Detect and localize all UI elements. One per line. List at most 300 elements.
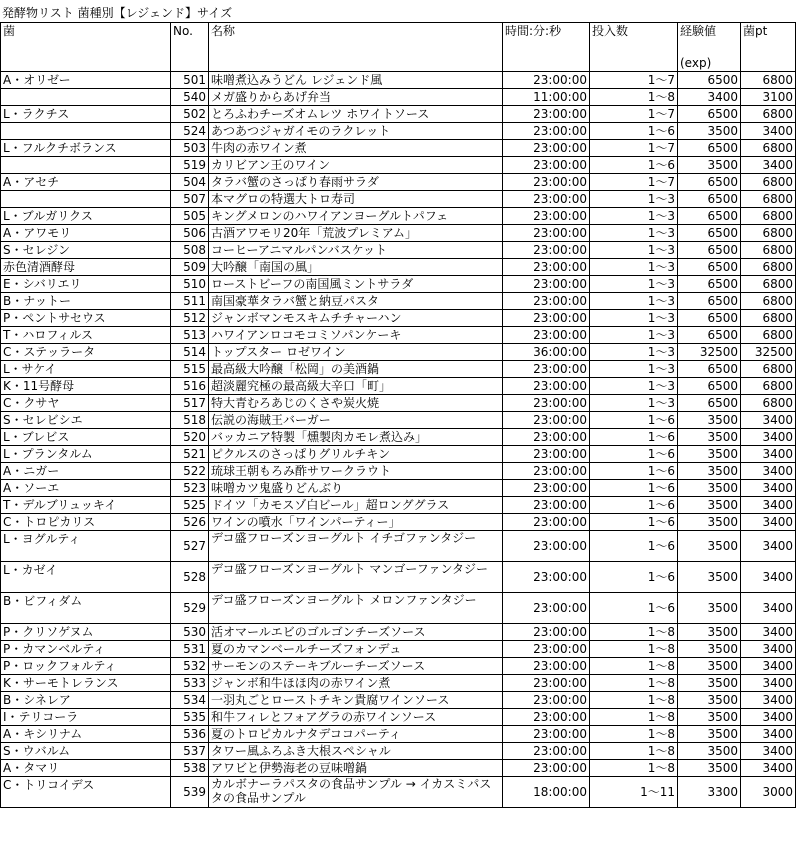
table-row (1, 658, 796, 675)
cell-kin: L・ヨグルティ (1, 531, 171, 562)
cell-qty: 1〜6 (590, 593, 678, 624)
cell-time: 23:00:00 (503, 562, 590, 593)
cell-pt: 32500 (741, 344, 796, 361)
cell-kin: C・ステッラータ (1, 344, 171, 361)
table-row (1, 531, 796, 562)
cell-no: 501 (171, 72, 209, 89)
cell-exp: 3500 (678, 497, 741, 514)
cell-time: 23:00:00 (503, 225, 590, 242)
cell-qty: 1〜8 (590, 641, 678, 658)
cell-pt: 3400 (741, 514, 796, 531)
cell-no: 536 (171, 726, 209, 743)
cell-no: 529 (171, 593, 209, 624)
cell-name: 味噌カツ鬼盛りどんぶり (209, 480, 503, 497)
table-row (1, 726, 796, 743)
cell-pt: 3400 (741, 463, 796, 480)
header-no: No. (171, 23, 209, 72)
cell-pt: 6800 (741, 293, 796, 310)
cell-no: 524 (171, 123, 209, 140)
cell-pt: 6800 (741, 225, 796, 242)
table-row (1, 593, 796, 624)
cell-name: タワー風ふろふき大根スペシャル (209, 743, 503, 760)
cell-time: 23:00:00 (503, 395, 590, 412)
cell-qty: 1〜3 (590, 344, 678, 361)
cell-no: 521 (171, 446, 209, 463)
table-row (1, 225, 796, 242)
cell-no: 535 (171, 709, 209, 726)
cell-name: サーモンのステーキブルーチーズソース (209, 658, 503, 675)
cell-no: 523 (171, 480, 209, 497)
cell-pt: 3000 (741, 777, 796, 808)
cell-pt: 6800 (741, 361, 796, 378)
table-row (1, 174, 796, 191)
cell-time: 23:00:00 (503, 463, 590, 480)
cell-name: トップスター ロゼワイン (209, 344, 503, 361)
table-row (1, 242, 796, 259)
cell-name: 超淡麗究極の最高級大辛口「町」 (209, 378, 503, 395)
table-row (1, 293, 796, 310)
cell-qty: 1〜3 (590, 242, 678, 259)
cell-no: 525 (171, 497, 209, 514)
cell-no: 530 (171, 624, 209, 641)
cell-pt: 3400 (741, 760, 796, 777)
table-row (1, 692, 796, 709)
cell-name: ピクルスのさっぱりグリルチキン (209, 446, 503, 463)
cell-qty: 1〜8 (590, 658, 678, 675)
cell-name: 一羽丸ごとローストチキン貴腐ワインソース (209, 692, 503, 709)
cell-qty: 1〜8 (590, 89, 678, 106)
header-qty: 投入数 (590, 23, 678, 72)
cell-pt: 6800 (741, 310, 796, 327)
cell-qty: 1〜6 (590, 157, 678, 174)
cell-exp: 3500 (678, 412, 741, 429)
cell-kin (1, 157, 171, 174)
cell-exp: 6500 (678, 293, 741, 310)
cell-qty: 1〜6 (590, 446, 678, 463)
cell-exp: 6500 (678, 395, 741, 412)
cell-pt: 3400 (741, 709, 796, 726)
cell-pt: 3400 (741, 429, 796, 446)
header-row (1, 23, 796, 72)
cell-time: 23:00:00 (503, 72, 590, 89)
cell-qty: 1〜6 (590, 463, 678, 480)
cell-no: 539 (171, 777, 209, 808)
cell-name: 活オマールエビのゴルゴンチーズソース (209, 624, 503, 641)
cell-exp: 3500 (678, 429, 741, 446)
table-row (1, 514, 796, 531)
cell-pt: 3400 (741, 497, 796, 514)
cell-no: 514 (171, 344, 209, 361)
cell-time: 23:00:00 (503, 293, 590, 310)
cell-kin: A・タマリ (1, 760, 171, 777)
cell-no: 510 (171, 276, 209, 293)
cell-exp: 3500 (678, 709, 741, 726)
cell-pt: 6800 (741, 72, 796, 89)
cell-pt: 3100 (741, 89, 796, 106)
cell-kin: E・シバリエリ (1, 276, 171, 293)
table-row (1, 140, 796, 157)
table-row (1, 429, 796, 446)
cell-qty: 1〜3 (590, 293, 678, 310)
cell-no: 506 (171, 225, 209, 242)
cell-pt: 3400 (741, 593, 796, 624)
cell-name: 最高級大吟醸「松岡」の美酒鍋 (209, 361, 503, 378)
cell-exp: 3500 (678, 531, 741, 562)
cell-kin: P・カマンベルティ (1, 641, 171, 658)
cell-qty: 1〜8 (590, 743, 678, 760)
cell-time: 23:00:00 (503, 378, 590, 395)
cell-pt: 3400 (741, 562, 796, 593)
table-row (1, 378, 796, 395)
table-row (1, 641, 796, 658)
cell-name: 古酒アワモリ20年「荒波プレミアム」 (209, 225, 503, 242)
cell-exp: 3300 (678, 777, 741, 808)
cell-exp: 6500 (678, 174, 741, 191)
cell-time: 23:00:00 (503, 480, 590, 497)
cell-no: 505 (171, 208, 209, 225)
cell-kin (1, 191, 171, 208)
cell-no: 534 (171, 692, 209, 709)
cell-name: デコ盛フローズンヨーグルト マンゴーファンタジー (209, 562, 503, 593)
cell-pt: 6800 (741, 242, 796, 259)
header-name: 名称 (209, 23, 503, 72)
cell-no: 503 (171, 140, 209, 157)
table-row (1, 89, 796, 106)
cell-time: 23:00:00 (503, 446, 590, 463)
cell-qty: 1〜6 (590, 514, 678, 531)
table-row (1, 760, 796, 777)
cell-name: ワインの噴水「ワインパーティー」 (209, 514, 503, 531)
table-row (1, 361, 796, 378)
cell-name: ドイツ「カモスゾ白ビール」超ロンググラス (209, 497, 503, 514)
cell-time: 23:00:00 (503, 276, 590, 293)
cell-time: 23:00:00 (503, 593, 590, 624)
cell-exp: 6500 (678, 225, 741, 242)
cell-qty: 1〜6 (590, 412, 678, 429)
cell-kin: B・シネレア (1, 692, 171, 709)
table-row (1, 310, 796, 327)
cell-no: 516 (171, 378, 209, 395)
cell-time: 23:00:00 (503, 361, 590, 378)
cell-kin: 赤色清酒酵母 (1, 259, 171, 276)
cell-exp: 6500 (678, 361, 741, 378)
table-row (1, 344, 796, 361)
cell-pt: 3400 (741, 675, 796, 692)
cell-pt: 3400 (741, 692, 796, 709)
cell-kin: C・トロピカリス (1, 514, 171, 531)
cell-time: 23:00:00 (503, 157, 590, 174)
cell-qty: 1〜8 (590, 675, 678, 692)
cell-kin: L・サケイ (1, 361, 171, 378)
cell-no: 528 (171, 562, 209, 593)
table-row (1, 624, 796, 641)
cell-name: 本マグロの特選大トロ寿司 (209, 191, 503, 208)
table-row (1, 395, 796, 412)
cell-time: 23:00:00 (503, 327, 590, 344)
cell-qty: 1〜11 (590, 777, 678, 808)
table-row (1, 497, 796, 514)
cell-name: メガ盛りからあげ弁当 (209, 89, 503, 106)
cell-kin: C・トリコイデス (1, 777, 171, 808)
cell-qty: 1〜7 (590, 140, 678, 157)
cell-qty: 1〜6 (590, 531, 678, 562)
cell-no: 527 (171, 531, 209, 562)
cell-kin: P・ロックフォルティ (1, 658, 171, 675)
cell-time: 36:00:00 (503, 344, 590, 361)
cell-kin: P・クリソゲヌム (1, 624, 171, 641)
cell-qty: 1〜3 (590, 191, 678, 208)
cell-time: 23:00:00 (503, 743, 590, 760)
cell-qty: 1〜3 (590, 327, 678, 344)
cell-qty: 1〜6 (590, 480, 678, 497)
cell-no: 533 (171, 675, 209, 692)
cell-qty: 1〜6 (590, 429, 678, 446)
cell-qty: 1〜3 (590, 225, 678, 242)
cell-qty: 1〜8 (590, 709, 678, 726)
cell-name: 南国豪華タラバ蟹と納豆パスタ (209, 293, 503, 310)
cell-exp: 3500 (678, 123, 741, 140)
cell-exp: 3500 (678, 658, 741, 675)
table-row (1, 259, 796, 276)
cell-pt: 3400 (741, 446, 796, 463)
cell-exp: 6500 (678, 276, 741, 293)
cell-kin (1, 123, 171, 140)
cell-kin: S・ウバルム (1, 743, 171, 760)
cell-time: 23:00:00 (503, 412, 590, 429)
cell-kin: A・ニガー (1, 463, 171, 480)
cell-pt: 6800 (741, 395, 796, 412)
cell-qty: 1〜7 (590, 174, 678, 191)
table-row (1, 743, 796, 760)
cell-time: 23:00:00 (503, 174, 590, 191)
cell-exp: 3500 (678, 624, 741, 641)
cell-time: 23:00:00 (503, 106, 590, 123)
cell-exp: 6500 (678, 259, 741, 276)
cell-kin: K・サーモトレランス (1, 675, 171, 692)
cell-name: 和牛フィレとフォアグラの赤ワインソース (209, 709, 503, 726)
cell-no: 526 (171, 514, 209, 531)
cell-no: 518 (171, 412, 209, 429)
cell-name: ハワイアンロコモコミソパンケーキ (209, 327, 503, 344)
cell-time: 23:00:00 (503, 242, 590, 259)
table-row (1, 562, 796, 593)
cell-exp: 6500 (678, 208, 741, 225)
cell-qty: 1〜3 (590, 310, 678, 327)
cell-pt: 3400 (741, 641, 796, 658)
cell-time: 23:00:00 (503, 726, 590, 743)
cell-kin: T・デルブリュッキイ (1, 497, 171, 514)
cell-pt: 3400 (741, 531, 796, 562)
cell-kin: A・オリゼー (1, 72, 171, 89)
cell-time: 23:00:00 (503, 709, 590, 726)
cell-name: カリビアン王のワイン (209, 157, 503, 174)
header-exp (678, 23, 741, 72)
cell-qty: 1〜6 (590, 123, 678, 140)
cell-name: 味噌煮込みうどん レジェンド風 (209, 72, 503, 89)
cell-no: 509 (171, 259, 209, 276)
header-exp-label: 経験値 (680, 24, 717, 38)
cell-pt: 3400 (741, 624, 796, 641)
cell-exp: 3500 (678, 446, 741, 463)
cell-exp: 3500 (678, 675, 741, 692)
cell-qty: 1〜8 (590, 760, 678, 777)
cell-exp: 3500 (678, 726, 741, 743)
table-row (1, 72, 796, 89)
cell-pt: 6800 (741, 276, 796, 293)
cell-pt: 6800 (741, 106, 796, 123)
cell-qty: 1〜6 (590, 562, 678, 593)
cell-exp: 6500 (678, 310, 741, 327)
cell-no: 537 (171, 743, 209, 760)
table-row (1, 208, 796, 225)
cell-time: 23:00:00 (503, 497, 590, 514)
cell-qty: 1〜3 (590, 259, 678, 276)
cell-time: 11:00:00 (503, 89, 590, 106)
cell-kin: L・ブレビス (1, 429, 171, 446)
cell-time: 23:00:00 (503, 675, 590, 692)
fermentation-table (0, 22, 796, 808)
cell-kin: L・ブルガリクス (1, 208, 171, 225)
cell-kin: A・アワモリ (1, 225, 171, 242)
cell-exp: 3500 (678, 641, 741, 658)
table-row (1, 412, 796, 429)
cell-exp: 3500 (678, 514, 741, 531)
cell-qty: 1〜7 (590, 106, 678, 123)
cell-pt: 6800 (741, 208, 796, 225)
cell-time: 23:00:00 (503, 692, 590, 709)
cell-name: ジャンボマンモスキムチチャーハン (209, 310, 503, 327)
cell-exp: 6500 (678, 106, 741, 123)
cell-pt: 3400 (741, 123, 796, 140)
cell-kin: L・ラクチス (1, 106, 171, 123)
cell-no: 520 (171, 429, 209, 446)
cell-kin (1, 89, 171, 106)
cell-time: 23:00:00 (503, 259, 590, 276)
cell-no: 508 (171, 242, 209, 259)
cell-time: 23:00:00 (503, 514, 590, 531)
cell-exp: 3400 (678, 89, 741, 106)
cell-name: あつあつジャガイモのラクレット (209, 123, 503, 140)
header-exp-unit: (exp) (680, 56, 712, 70)
table-row (1, 709, 796, 726)
cell-no: 512 (171, 310, 209, 327)
cell-no: 504 (171, 174, 209, 191)
cell-name: ジャンボ和牛ほほ肉の赤ワイン煮 (209, 675, 503, 692)
cell-name: バッカニア特製「燻製肉カモレ煮込み」 (209, 429, 503, 446)
table-row (1, 123, 796, 140)
cell-exp: 6500 (678, 191, 741, 208)
cell-name: とろふわチーズオムレツ ホワイトソース (209, 106, 503, 123)
cell-name: コーヒーアニマルパンバスケット (209, 242, 503, 259)
cell-name: カルボナーラパスタの食品サンプル → イカスミパスタの食品サンプル (209, 777, 503, 808)
cell-exp: 6500 (678, 378, 741, 395)
cell-kin: A・アセチ (1, 174, 171, 191)
cell-qty: 1〜8 (590, 624, 678, 641)
cell-no: 511 (171, 293, 209, 310)
cell-kin: P・ペントサセウス (1, 310, 171, 327)
cell-exp: 3500 (678, 593, 741, 624)
cell-kin: B・ビフィダム (1, 593, 171, 624)
cell-kin: I・テリコーラ (1, 709, 171, 726)
cell-kin: L・フルクチボランス (1, 140, 171, 157)
cell-kin: A・ソーエ (1, 480, 171, 497)
cell-time: 18:00:00 (503, 777, 590, 808)
cell-pt: 6800 (741, 140, 796, 157)
cell-qty: 1〜3 (590, 208, 678, 225)
cell-kin: B・ナットー (1, 293, 171, 310)
cell-kin: K・11号酵母 (1, 378, 171, 395)
cell-name: 伝説の海賊王バーガー (209, 412, 503, 429)
header-pt: 菌pt (741, 23, 796, 72)
cell-exp: 6500 (678, 242, 741, 259)
cell-no: 538 (171, 760, 209, 777)
cell-time: 23:00:00 (503, 429, 590, 446)
cell-kin: S・セレジン (1, 242, 171, 259)
cell-no: 502 (171, 106, 209, 123)
table-row (1, 276, 796, 293)
table-row (1, 191, 796, 208)
cell-exp: 3500 (678, 562, 741, 593)
cell-name: アワビと伊勢海老の豆味噌鍋 (209, 760, 503, 777)
cell-time: 23:00:00 (503, 310, 590, 327)
table-row (1, 777, 796, 808)
cell-exp: 32500 (678, 344, 741, 361)
cell-pt: 6800 (741, 174, 796, 191)
cell-time: 23:00:00 (503, 123, 590, 140)
cell-no: 540 (171, 89, 209, 106)
cell-no: 519 (171, 157, 209, 174)
table-row (1, 157, 796, 174)
cell-qty: 1〜6 (590, 497, 678, 514)
header-time: 時間:分:秒 (503, 23, 590, 72)
cell-pt: 3400 (741, 658, 796, 675)
cell-name: キングメロンのハワイアンヨーグルトパフェ (209, 208, 503, 225)
cell-name: 牛肉の赤ワイン煮 (209, 140, 503, 157)
cell-name: 特大青むろあじのくさや炭火焼 (209, 395, 503, 412)
cell-kin: S・セレビシエ (1, 412, 171, 429)
cell-qty: 1〜8 (590, 692, 678, 709)
cell-pt: 6800 (741, 191, 796, 208)
cell-no: 507 (171, 191, 209, 208)
cell-time: 23:00:00 (503, 641, 590, 658)
cell-no: 517 (171, 395, 209, 412)
cell-qty: 1〜3 (590, 276, 678, 293)
cell-kin: L・プランタルム (1, 446, 171, 463)
cell-pt: 6800 (741, 378, 796, 395)
header-kin: 菌 (1, 23, 171, 72)
cell-no: 531 (171, 641, 209, 658)
cell-pt: 3400 (741, 480, 796, 497)
cell-name: デコ盛フローズンヨーグルト イチゴファンタジー (209, 531, 503, 562)
cell-pt: 3400 (741, 726, 796, 743)
cell-kin: C・クサヤ (1, 395, 171, 412)
cell-exp: 3500 (678, 463, 741, 480)
cell-pt: 3400 (741, 412, 796, 429)
cell-pt: 3400 (741, 157, 796, 174)
cell-exp: 3500 (678, 760, 741, 777)
cell-qty: 1〜3 (590, 361, 678, 378)
cell-time: 23:00:00 (503, 760, 590, 777)
cell-no: 513 (171, 327, 209, 344)
cell-name: 琉球王朝もろみ酢サワークラウト (209, 463, 503, 480)
sheet-title: 発酵物リスト 菌種別【レジェンド】サイズ (2, 6, 233, 20)
cell-time: 23:00:00 (503, 191, 590, 208)
cell-kin: L・カゼイ (1, 562, 171, 593)
cell-qty: 1〜3 (590, 378, 678, 395)
cell-name: 夏のカマンベールチーズフォンデュ (209, 641, 503, 658)
cell-time: 23:00:00 (503, 208, 590, 225)
table-row (1, 480, 796, 497)
